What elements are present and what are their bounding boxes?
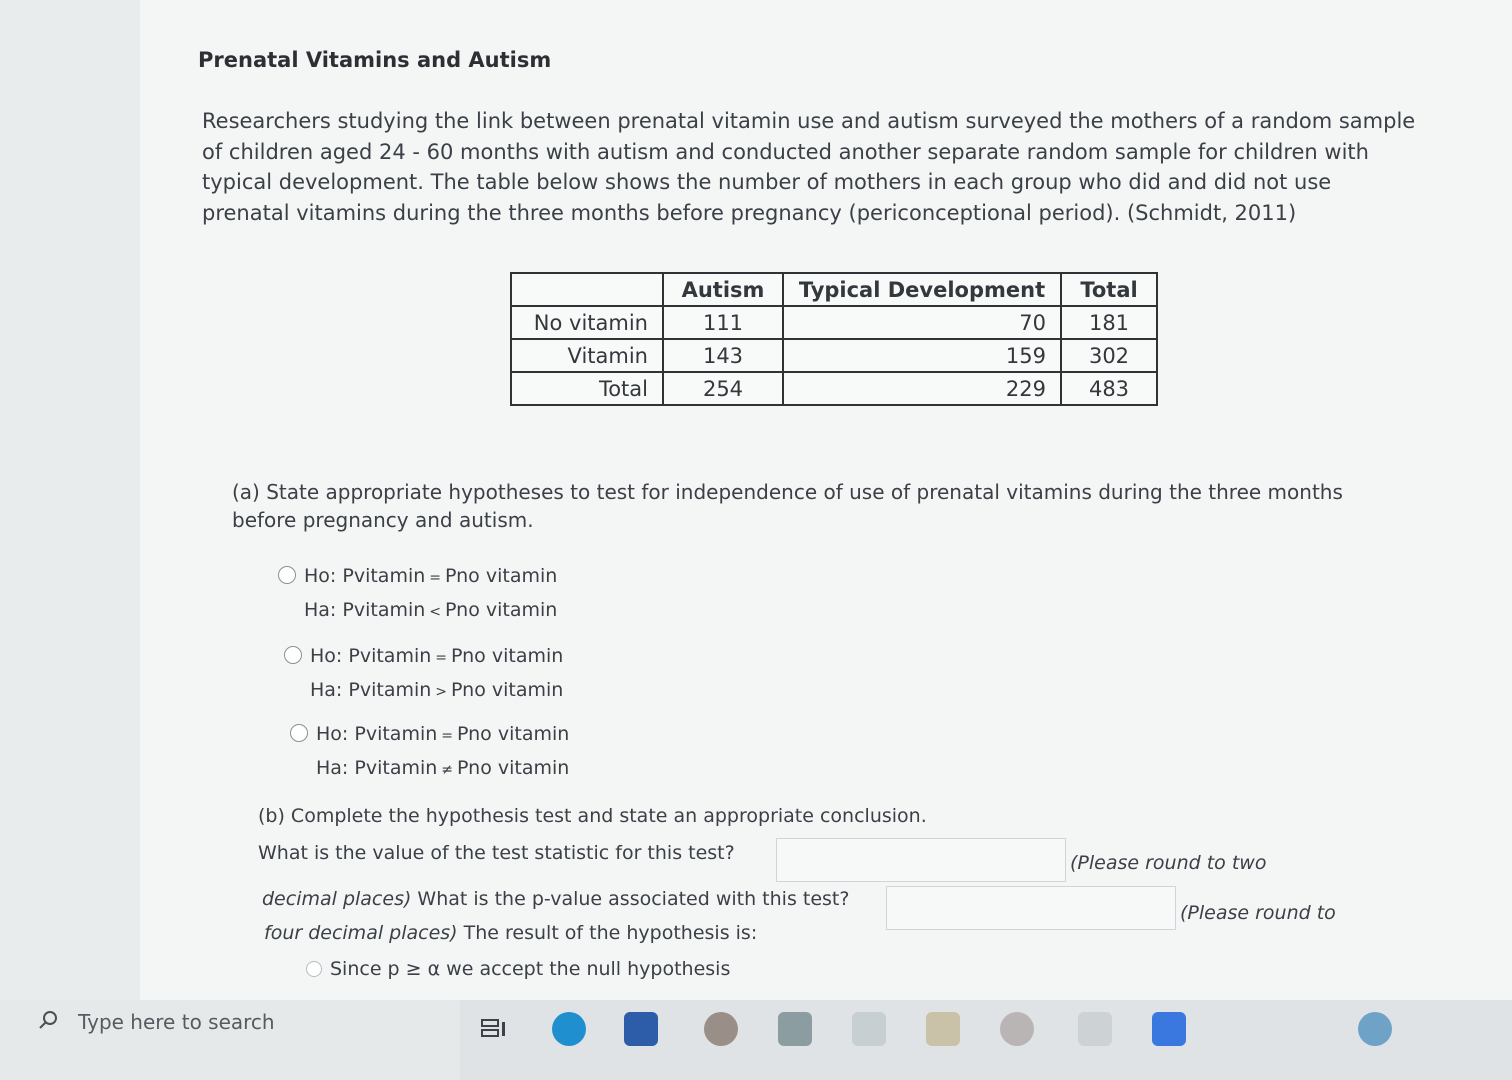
- table-row: [511, 306, 1157, 339]
- pvalue-prompt: What is the p-value associated with this test?: [417, 888, 850, 910]
- table-cell: 302: [1061, 339, 1157, 372]
- app-icon[interactable]: [704, 1012, 738, 1046]
- table-cell: 159: [783, 339, 1061, 372]
- table-header-row: [511, 273, 1157, 306]
- taskbar: [0, 1000, 1512, 1080]
- folder-icon[interactable]: [926, 1012, 960, 1046]
- app-icon[interactable]: [1152, 1012, 1186, 1046]
- ho-left: Pvitamin: [348, 645, 432, 667]
- ha-right: Pno vitamin: [451, 679, 564, 701]
- search-placeholder: Type here to search: [78, 1010, 275, 1034]
- ha-label: Ha:: [316, 757, 349, 779]
- radio-button[interactable]: [284, 646, 302, 664]
- ho-right: Pno vitamin: [457, 723, 570, 745]
- intro-paragraph: Researchers studying the link between prenatal vitamin use and autism surveyed the mothers of a random sample of children aged 24 - 60 months with autism and conducted another separate random sample for children with typical development. The table below shows the number of mothers in each group who did and did not use prenatal vitamins during the three months before pregnancy (periconceptional period). (Schmidt, 2011): [202, 109, 1416, 225]
- table-header-cell: [511, 273, 663, 306]
- ha-label: Ha:: [304, 599, 337, 621]
- hypothesis-option-2[interactable]: [284, 640, 563, 708]
- ho-label: Ho:: [316, 723, 349, 745]
- part-a-question: (a) State appropriate hypotheses to test for independence of use of prenatal vitamins during the three months before pregnancy and autism.: [232, 480, 1343, 532]
- result-prompt: The result of the hypothesis is:: [463, 922, 758, 944]
- taskbar-search[interactable]: [0, 1000, 460, 1080]
- task-view-icon[interactable]: [478, 1012, 512, 1046]
- test-statistic-input[interactable]: [776, 838, 1066, 882]
- table-cell: 111: [663, 306, 783, 339]
- app-icon[interactable]: [1078, 1012, 1112, 1046]
- ha-left: Pvitamin: [342, 599, 426, 621]
- round-four-note: (Please round to: [1180, 902, 1336, 924]
- part-b-question: (b) Complete the hypothesis test and state an appropriate conclusion.: [258, 805, 927, 827]
- table-row: [511, 339, 1157, 372]
- round-four-note-cont: four decimal places): [264, 922, 458, 944]
- search-icon: [38, 1010, 58, 1030]
- ho-left: Pvitamin: [342, 565, 426, 587]
- ha-operator: ≠: [441, 762, 454, 778]
- ha-left: Pvitamin: [354, 757, 438, 779]
- radio-button[interactable]: [278, 566, 296, 584]
- table-cell: 229: [783, 372, 1061, 405]
- ho-label: Ho:: [310, 645, 343, 667]
- table-header-cell: Autism: [663, 273, 783, 306]
- ha-right: Pno vitamin: [457, 757, 570, 779]
- result-option-label: Since p ≥ α we accept the null hypothesis: [330, 958, 731, 980]
- ho-left: Pvitamin: [354, 723, 438, 745]
- app-icon[interactable]: [1358, 1012, 1392, 1046]
- ho-operator: =: [429, 570, 442, 586]
- ha-label: Ha:: [310, 679, 343, 701]
- page-title: Prenatal Vitamins and Autism: [198, 48, 552, 72]
- table-cell: 70: [783, 306, 1061, 339]
- ho-label: Ho:: [304, 565, 337, 587]
- row-label: Total: [511, 372, 663, 405]
- ho-right: Pno vitamin: [451, 645, 564, 667]
- radio-button[interactable]: [306, 961, 322, 977]
- hypothesis-option-3[interactable]: [290, 718, 569, 786]
- table-header-cell: Total: [1061, 273, 1157, 306]
- edge-icon[interactable]: [552, 1012, 586, 1046]
- ho-operator: =: [435, 650, 448, 666]
- table-cell: 254: [663, 372, 783, 405]
- ha-operator: >: [435, 684, 448, 700]
- p-value-input[interactable]: [886, 886, 1176, 930]
- table-cell: 143: [663, 339, 783, 372]
- radio-button[interactable]: [290, 724, 308, 742]
- row-label: No vitamin: [511, 306, 663, 339]
- hypothesis-option-1[interactable]: [278, 560, 557, 628]
- calculator-icon[interactable]: [778, 1012, 812, 1046]
- table-row: [511, 372, 1157, 405]
- ha-left: Pvitamin: [348, 679, 432, 701]
- result-option-1[interactable]: [306, 958, 730, 980]
- round-two-note-cont: decimal places): [262, 888, 412, 910]
- ho-operator: =: [441, 728, 454, 744]
- table-cell: 181: [1061, 306, 1157, 339]
- app-icon[interactable]: [1000, 1012, 1034, 1046]
- ho-right: Pno vitamin: [445, 565, 558, 587]
- word-icon[interactable]: [624, 1012, 658, 1046]
- table-cell: 483: [1061, 372, 1157, 405]
- row-label: Vitamin: [511, 339, 663, 372]
- table-header-cell: Typical Development: [783, 273, 1061, 306]
- ha-right: Pno vitamin: [445, 599, 558, 621]
- app-icon[interactable]: [852, 1012, 886, 1046]
- test-stat-prompt: What is the value of the test statistic for this test?: [258, 842, 735, 864]
- round-two-note: (Please round to two: [1070, 852, 1267, 874]
- contingency-table: [510, 272, 1158, 406]
- ha-operator: <: [429, 604, 442, 620]
